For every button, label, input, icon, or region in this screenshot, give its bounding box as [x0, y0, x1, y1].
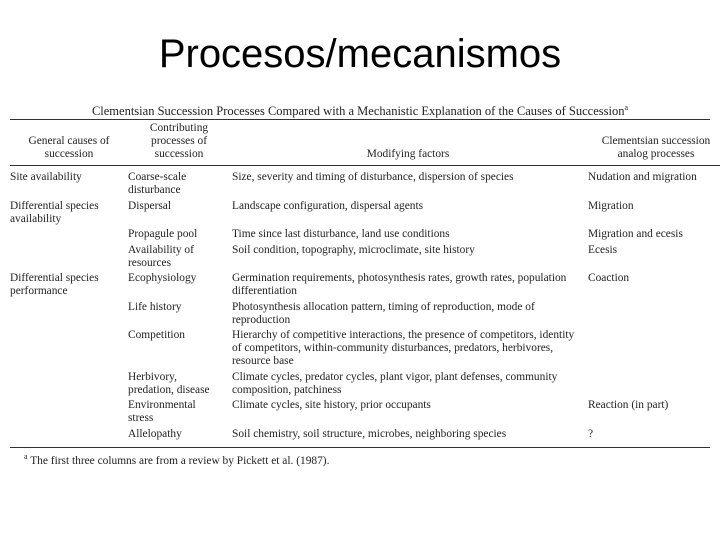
table-bottom-rule	[10, 447, 710, 448]
cell-process: Coarse-scale disturbance	[128, 171, 187, 196]
cell-cause	[10, 298, 128, 327]
cell-process: Dispersal	[128, 199, 172, 212]
table-row	[10, 327, 720, 369]
table-row	[10, 270, 720, 299]
cell-cause	[10, 397, 128, 426]
succession-table	[10, 100, 710, 466]
cell-cause	[10, 241, 128, 270]
cell-factors: Landscape configuration, dispersal agents	[232, 199, 424, 212]
cell-cause	[10, 327, 128, 369]
footnote-text: The first three columns are from a review by Pickett et al. (1987).	[30, 454, 330, 467]
table-footnote	[10, 452, 710, 467]
cell-process: Ecophysiology	[128, 272, 197, 284]
cell-factors: Size, severity and timing of disturbance, dispersion of species	[232, 171, 514, 183]
cell-cause: Site availability	[10, 171, 82, 183]
cell-cause	[10, 368, 128, 397]
cell-cause	[10, 226, 128, 242]
cell-analog: Reaction (in part)	[588, 399, 669, 411]
cell-cause	[10, 425, 128, 447]
cell-process: Herbivory, predation, disease	[128, 370, 210, 396]
cell-factors: Germination requirements, photosynthesis rates, growth rates, population differentiation	[232, 272, 567, 297]
cell-factors: Soil condition, topography, microclimate, site history	[232, 243, 475, 256]
cell-analog: Coaction	[588, 272, 630, 284]
table-row	[10, 166, 720, 197]
cell-cause: Differential species performance	[10, 272, 99, 297]
header-general-causes: General causes of succession	[28, 135, 110, 160]
cell-analog	[586, 298, 720, 327]
header-modifying-factors: Modifying factors	[366, 148, 450, 160]
cell-analog: Ecesis	[588, 243, 618, 256]
footnote-mark: a	[24, 451, 28, 461]
cell-process: Availability of resources	[128, 243, 194, 269]
table-row	[10, 425, 720, 447]
cell-process: Competition	[128, 329, 185, 341]
cell-process: Life history	[128, 300, 182, 313]
cell-factors: Climate cycles, site history, prior occupants	[232, 399, 431, 411]
header-clementsian-analog: Clementsian succession analog processes	[601, 135, 711, 160]
header-contributing-processes: Contributing processes of succession	[149, 122, 209, 160]
table-grid	[10, 120, 720, 447]
cell-analog: Migration	[588, 199, 634, 212]
cell-analog: Nudation and migration	[588, 171, 697, 183]
cell-analog: ?	[588, 427, 594, 440]
cell-factors: Soil chemistry, soil structure, microbes, neighboring species	[232, 427, 507, 440]
table-row	[10, 368, 720, 397]
table-row	[10, 226, 720, 242]
table-header-row	[10, 120, 720, 165]
table-row	[10, 298, 720, 327]
cell-analog	[586, 368, 720, 397]
table-caption-text: Clementsian Succession Processes Compared with a Mechanistic Explanation of the Causes of Succession	[91, 104, 625, 119]
cell-analog	[586, 327, 720, 369]
cell-process: Environmental stress	[128, 399, 196, 424]
table-row	[10, 241, 720, 270]
cell-analog: Migration and ecesis	[588, 228, 683, 240]
cell-factors: Time since last disturbance, land use conditions	[232, 228, 450, 240]
table-row	[10, 197, 720, 226]
table-row	[10, 397, 720, 426]
cell-factors: Climate cycles, predator cycles, plant vigor, plant defenses, community composition, patchiness	[232, 370, 558, 396]
cell-cause: Differential species availability	[10, 199, 99, 225]
slide-title: Procesos/mecanismos	[158, 32, 562, 76]
cell-process: Allelopathy	[128, 427, 182, 440]
table-caption	[10, 100, 710, 119]
cell-factors: Hierarchy of competitive interactions, the presence of competitors, identity of competitors, within-community disturbances, predators, herbivores, resource base	[232, 329, 575, 367]
table-body	[10, 166, 720, 447]
cell-factors: Photosynthesis allocation pattern, timing of reproduction, mode of reproduction	[232, 300, 535, 326]
caption-footnote-mark: a	[624, 103, 629, 112]
cell-process: Propagule pool	[128, 228, 198, 240]
